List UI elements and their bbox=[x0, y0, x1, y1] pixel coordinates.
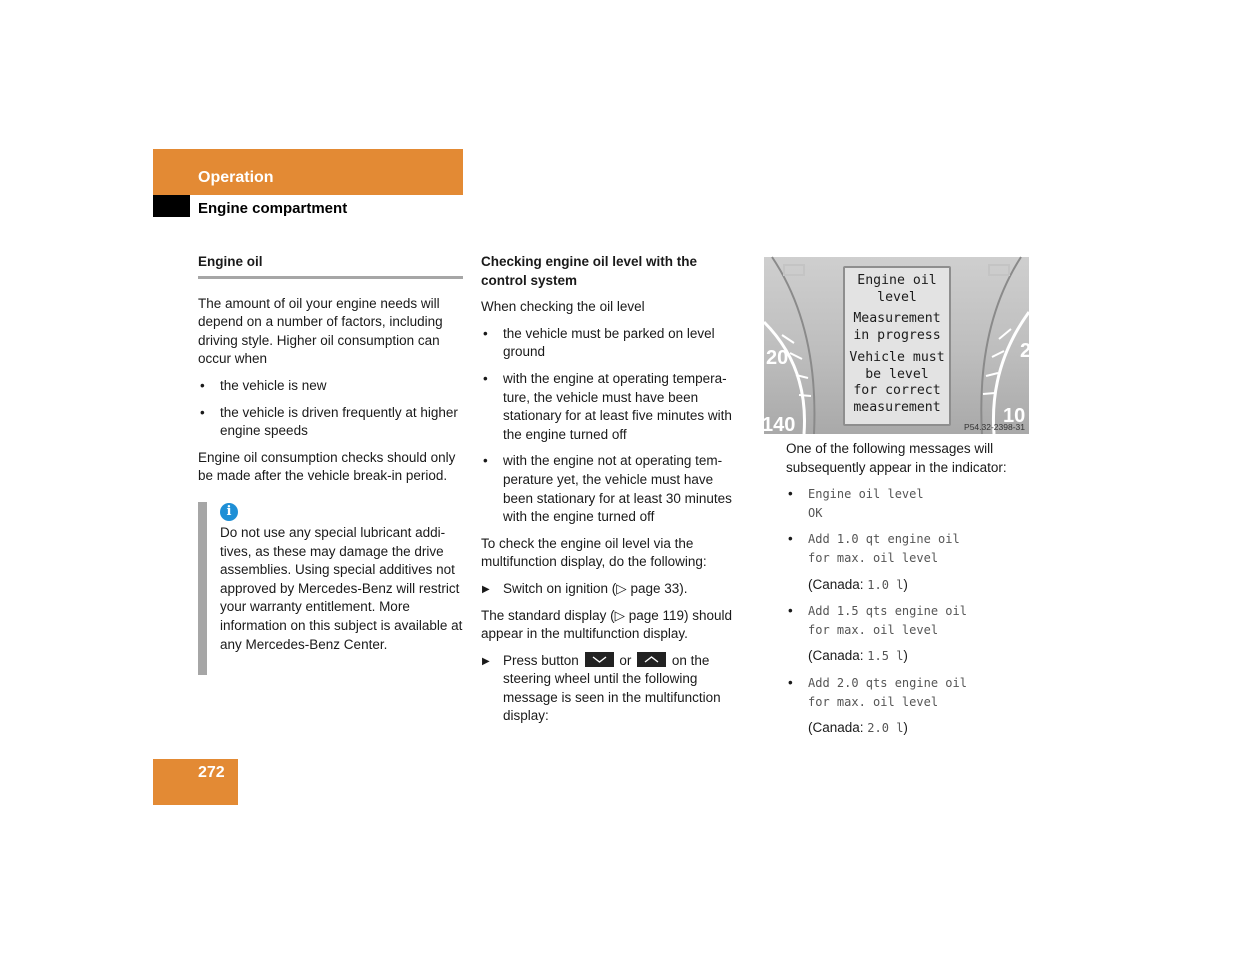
step-text: or bbox=[619, 652, 632, 668]
list-item: • the vehicle must be parked on level ground bbox=[481, 325, 746, 362]
page-number-box bbox=[153, 759, 238, 805]
canada-note bbox=[808, 576, 1031, 595]
canada-note bbox=[808, 719, 1031, 738]
canada-close: ) bbox=[903, 648, 908, 664]
message-line: for max. oil level bbox=[808, 622, 939, 637]
list-item bbox=[786, 674, 1031, 738]
canada-close: ) bbox=[903, 720, 908, 736]
bullet-list bbox=[198, 377, 463, 441]
canada-value: 1.5 l bbox=[867, 649, 904, 664]
chevron-up-key-icon bbox=[637, 652, 666, 667]
info-icon: i bbox=[220, 503, 238, 521]
canada-label: (Canada: bbox=[808, 648, 868, 664]
canada-label: (Canada: bbox=[808, 576, 868, 592]
step-ignition: ▶ Switch on ignition (▷ page 33). bbox=[481, 580, 746, 599]
canada-note bbox=[808, 647, 1031, 666]
note-bar bbox=[198, 502, 207, 675]
list-item bbox=[786, 602, 1031, 666]
gauge-label: 10 bbox=[1003, 405, 1026, 427]
step-text: Press button bbox=[503, 652, 579, 668]
image-code: P54.32-2398-31 bbox=[964, 422, 1025, 432]
lcd-line: Measurement bbox=[853, 311, 941, 327]
section-title: Operation bbox=[198, 169, 274, 186]
list-item bbox=[786, 485, 1031, 522]
paragraph-intro: The amount of oil your engine needs will depend on a number of factors, including driving style. Higher oil consumption can occur when bbox=[198, 295, 443, 367]
heading-checking: Checking engine oil level with the control system bbox=[481, 254, 698, 288]
message-line: • Engine oil level bbox=[808, 487, 924, 502]
lcd-line: level bbox=[877, 289, 917, 305]
heading-engine-oil: Engine oil bbox=[198, 253, 463, 279]
section-tab-marker bbox=[153, 195, 190, 217]
message-list bbox=[786, 485, 1031, 738]
canada-value: 2.0 l bbox=[867, 721, 904, 736]
message-line: for max. oil level bbox=[808, 550, 939, 565]
multifunction-display-photo bbox=[762, 257, 1032, 436]
paragraph-to-check: To check the engine oil level via the multifunction display, do the following: bbox=[481, 535, 707, 570]
step-text: on the steering wheel until the following message is seen in the multifunction display: bbox=[503, 652, 721, 724]
message-line: for max. oil level bbox=[808, 694, 939, 709]
paragraph-break-in: Engine oil consumption checks should only be made after the vehicle break-in period. bbox=[198, 449, 456, 484]
list-item bbox=[786, 530, 1031, 594]
list-item: • with the engine not at operating tem-perature yet, the vehicle must have been stationary for at least 30 minutes with the engine turned off bbox=[481, 452, 746, 526]
column-messages bbox=[786, 440, 1031, 746]
canada-close: ) bbox=[903, 576, 908, 592]
lcd-line: Engine oil bbox=[857, 273, 937, 288]
lcd-message-screen bbox=[843, 266, 951, 426]
paragraph-intro: One of the following messages will subsequently appear in the indicator: bbox=[786, 441, 1007, 475]
list-item: • the vehicle is new bbox=[198, 377, 463, 396]
lcd-line: be level bbox=[865, 366, 929, 382]
canada-label: (Canada: bbox=[808, 720, 868, 736]
note-text: Do not use any special lubricant addi-tives, as these may damage the drive assemblies. Using special additives not approved by Mercedes-Benz will restrict your warranty entitlement. More information on this subject is available at any Mercedes-Benz Center. bbox=[220, 524, 463, 652]
info-note bbox=[198, 502, 463, 654]
lcd-line: measurement bbox=[853, 399, 941, 415]
paragraph-intro: When checking the oil level bbox=[481, 299, 645, 315]
lcd-line: in progress bbox=[853, 328, 941, 344]
message-line: • Add 1.0 qt engine oil bbox=[808, 532, 960, 547]
list-item: • the vehicle is driven frequently at higher engine speeds bbox=[198, 404, 463, 441]
bullet-list bbox=[481, 325, 746, 527]
lcd-line: for correct bbox=[853, 383, 941, 399]
gauge-label: 20 bbox=[766, 347, 789, 369]
list-item: • with the engine at operating tempera-ture, the vehicle must have been stationary for at least five minutes with the engine turned off bbox=[481, 370, 746, 444]
gauge-label: 2 bbox=[1020, 340, 1032, 362]
column-checking bbox=[481, 253, 746, 734]
subsection-title: Engine compartment bbox=[198, 200, 348, 217]
message-line: • Add 1.5 qts engine oil bbox=[808, 604, 967, 619]
step-press-button bbox=[481, 652, 746, 726]
lcd-line: Vehicle must bbox=[849, 349, 945, 365]
gauge-label: 140 bbox=[762, 414, 796, 436]
column-engine-oil bbox=[198, 253, 463, 654]
message-line: • Add 2.0 qts engine oil bbox=[808, 675, 967, 690]
paragraph-standard-display: The standard display (▷ page 119) should appear in the multifunction display. bbox=[481, 607, 733, 642]
chevron-down-key-icon bbox=[585, 652, 614, 667]
canada-value: 1.0 l bbox=[867, 577, 904, 592]
page-number: 272 bbox=[198, 764, 225, 781]
message-line: OK bbox=[808, 505, 823, 520]
